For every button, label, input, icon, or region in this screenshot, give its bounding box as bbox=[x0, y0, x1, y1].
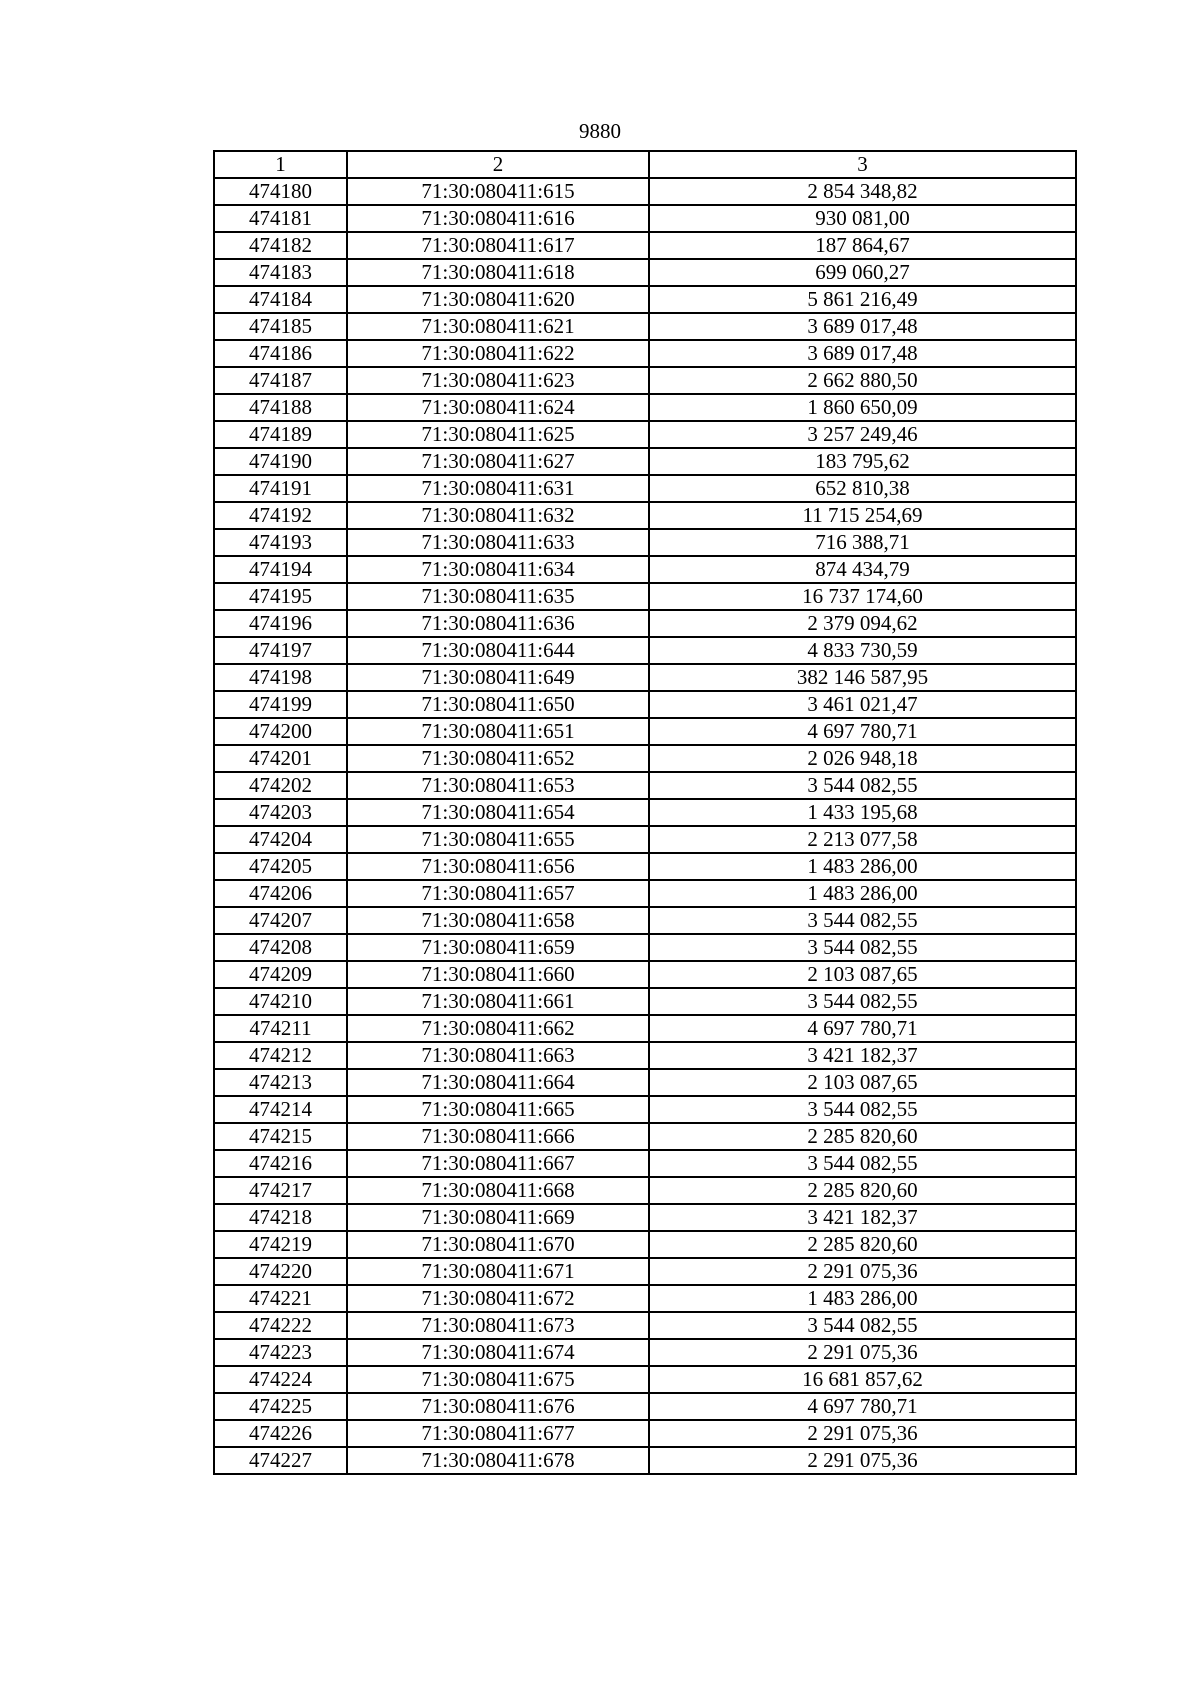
table-row bbox=[214, 1258, 1076, 1285]
value-cell: 2 026 948,18 bbox=[649, 745, 1076, 772]
value-cell: 2 291 075,36 bbox=[649, 1339, 1076, 1366]
table-row bbox=[214, 826, 1076, 853]
header-cell-3: 3 bbox=[649, 151, 1076, 178]
value-cell: 3 257 249,46 bbox=[649, 421, 1076, 448]
cadastral-number-cell: 71:30:080411:617 bbox=[347, 232, 649, 259]
row-number-cell: 474208 bbox=[214, 934, 347, 961]
value-cell: 187 864,67 bbox=[649, 232, 1076, 259]
row-number-cell: 474183 bbox=[214, 259, 347, 286]
table-row bbox=[214, 340, 1076, 367]
cadastral-number-cell: 71:30:080411:615 bbox=[347, 178, 649, 205]
cadastral-number-cell: 71:30:080411:620 bbox=[347, 286, 649, 313]
table-body bbox=[214, 178, 1076, 1474]
cadastral-number-cell: 71:30:080411:624 bbox=[347, 394, 649, 421]
row-number-cell: 474219 bbox=[214, 1231, 347, 1258]
table-row bbox=[214, 1150, 1076, 1177]
value-cell: 2 291 075,36 bbox=[649, 1258, 1076, 1285]
cadastral-number-cell: 71:30:080411:662 bbox=[347, 1015, 649, 1042]
table-row bbox=[214, 1447, 1076, 1474]
cadastral-number-cell: 71:30:080411:672 bbox=[347, 1285, 649, 1312]
row-number-cell: 474213 bbox=[214, 1069, 347, 1096]
table-row bbox=[214, 1339, 1076, 1366]
table-row bbox=[214, 1285, 1076, 1312]
row-number-cell: 474190 bbox=[214, 448, 347, 475]
row-number-cell: 474196 bbox=[214, 610, 347, 637]
cadastral-number-cell: 71:30:080411:673 bbox=[347, 1312, 649, 1339]
value-cell: 699 060,27 bbox=[649, 259, 1076, 286]
cadastral-number-cell: 71:30:080411:676 bbox=[347, 1393, 649, 1420]
value-cell: 3 461 021,47 bbox=[649, 691, 1076, 718]
row-number-cell: 474199 bbox=[214, 691, 347, 718]
table-row bbox=[214, 502, 1076, 529]
row-number-cell: 474197 bbox=[214, 637, 347, 664]
cadastral-number-cell: 71:30:080411:652 bbox=[347, 745, 649, 772]
table-row bbox=[214, 556, 1076, 583]
value-cell: 2 285 820,60 bbox=[649, 1231, 1076, 1258]
cadastral-number-cell: 71:30:080411:663 bbox=[347, 1042, 649, 1069]
row-number-cell: 474185 bbox=[214, 313, 347, 340]
table-row bbox=[214, 1393, 1076, 1420]
row-number-cell: 474194 bbox=[214, 556, 347, 583]
table-row bbox=[214, 880, 1076, 907]
value-cell: 2 379 094,62 bbox=[649, 610, 1076, 637]
cadastral-number-cell: 71:30:080411:622 bbox=[347, 340, 649, 367]
registry-table bbox=[213, 150, 1077, 1475]
value-cell: 3 544 082,55 bbox=[649, 1150, 1076, 1177]
row-number-cell: 474193 bbox=[214, 529, 347, 556]
cadastral-number-cell: 71:30:080411:665 bbox=[347, 1096, 649, 1123]
table-row bbox=[214, 286, 1076, 313]
row-number-cell: 474203 bbox=[214, 799, 347, 826]
row-number-cell: 474218 bbox=[214, 1204, 347, 1231]
row-number-cell: 474215 bbox=[214, 1123, 347, 1150]
cadastral-number-cell: 71:30:080411:655 bbox=[347, 826, 649, 853]
row-number-cell: 474189 bbox=[214, 421, 347, 448]
cadastral-number-cell: 71:30:080411:621 bbox=[347, 313, 649, 340]
value-cell: 3 421 182,37 bbox=[649, 1042, 1076, 1069]
table-row bbox=[214, 961, 1076, 988]
value-cell: 4 697 780,71 bbox=[649, 718, 1076, 745]
value-cell: 2 854 348,82 bbox=[649, 178, 1076, 205]
table-row bbox=[214, 637, 1076, 664]
value-cell: 2 213 077,58 bbox=[649, 826, 1076, 853]
table-row bbox=[214, 610, 1076, 637]
value-cell: 1 483 286,00 bbox=[649, 880, 1076, 907]
page-number: 9880 bbox=[579, 119, 621, 143]
row-number-cell: 474180 bbox=[214, 178, 347, 205]
table-row bbox=[214, 745, 1076, 772]
table-row bbox=[214, 988, 1076, 1015]
value-cell: 183 795,62 bbox=[649, 448, 1076, 475]
table-row bbox=[214, 691, 1076, 718]
row-number-cell: 474222 bbox=[214, 1312, 347, 1339]
cadastral-number-cell: 71:30:080411:644 bbox=[347, 637, 649, 664]
table-row bbox=[214, 421, 1076, 448]
value-cell: 3 689 017,48 bbox=[649, 313, 1076, 340]
cadastral-number-cell: 71:30:080411:635 bbox=[347, 583, 649, 610]
row-number-cell: 474187 bbox=[214, 367, 347, 394]
row-number-cell: 474182 bbox=[214, 232, 347, 259]
row-number-cell: 474195 bbox=[214, 583, 347, 610]
table-row bbox=[214, 367, 1076, 394]
row-number-cell: 474186 bbox=[214, 340, 347, 367]
cadastral-number-cell: 71:30:080411:664 bbox=[347, 1069, 649, 1096]
cadastral-number-cell: 71:30:080411:666 bbox=[347, 1123, 649, 1150]
row-number-cell: 474188 bbox=[214, 394, 347, 421]
cadastral-number-cell: 71:30:080411:674 bbox=[347, 1339, 649, 1366]
row-number-cell: 474206 bbox=[214, 880, 347, 907]
cadastral-number-cell: 71:30:080411:670 bbox=[347, 1231, 649, 1258]
value-cell: 1 860 650,09 bbox=[649, 394, 1076, 421]
cadastral-number-cell: 71:30:080411:675 bbox=[347, 1366, 649, 1393]
cadastral-number-cell: 71:30:080411:678 bbox=[347, 1447, 649, 1474]
cadastral-number-cell: 71:30:080411:660 bbox=[347, 961, 649, 988]
value-cell: 2 285 820,60 bbox=[649, 1177, 1076, 1204]
value-cell: 874 434,79 bbox=[649, 556, 1076, 583]
value-cell: 2 291 075,36 bbox=[649, 1420, 1076, 1447]
value-cell: 1 483 286,00 bbox=[649, 1285, 1076, 1312]
cadastral-number-cell: 71:30:080411:625 bbox=[347, 421, 649, 448]
cadastral-number-cell: 71:30:080411:667 bbox=[347, 1150, 649, 1177]
cadastral-number-cell: 71:30:080411:669 bbox=[347, 1204, 649, 1231]
table-row bbox=[214, 907, 1076, 934]
header-cell-2: 2 bbox=[347, 151, 649, 178]
table-row bbox=[214, 1096, 1076, 1123]
row-number-cell: 474221 bbox=[214, 1285, 347, 1312]
value-cell: 3 544 082,55 bbox=[649, 1312, 1076, 1339]
row-number-cell: 474184 bbox=[214, 286, 347, 313]
row-number-cell: 474217 bbox=[214, 1177, 347, 1204]
value-cell: 16 737 174,60 bbox=[649, 583, 1076, 610]
table-row bbox=[214, 475, 1076, 502]
table-row bbox=[214, 1015, 1076, 1042]
table-row bbox=[214, 1069, 1076, 1096]
value-cell: 382 146 587,95 bbox=[649, 664, 1076, 691]
value-cell: 5 861 216,49 bbox=[649, 286, 1076, 313]
cadastral-number-cell: 71:30:080411:658 bbox=[347, 907, 649, 934]
table-row bbox=[214, 394, 1076, 421]
value-cell: 4 697 780,71 bbox=[649, 1393, 1076, 1420]
row-number-cell: 474220 bbox=[214, 1258, 347, 1285]
row-number-cell: 474205 bbox=[214, 853, 347, 880]
cadastral-number-cell: 71:30:080411:616 bbox=[347, 205, 649, 232]
table-row bbox=[214, 313, 1076, 340]
value-cell: 3 544 082,55 bbox=[649, 988, 1076, 1015]
table-row bbox=[214, 1042, 1076, 1069]
row-number-cell: 474204 bbox=[214, 826, 347, 853]
table-row bbox=[214, 583, 1076, 610]
cadastral-number-cell: 71:30:080411:650 bbox=[347, 691, 649, 718]
table-row bbox=[214, 934, 1076, 961]
cadastral-number-cell: 71:30:080411:627 bbox=[347, 448, 649, 475]
table-row bbox=[214, 529, 1076, 556]
cadastral-number-cell: 71:30:080411:634 bbox=[347, 556, 649, 583]
row-number-cell: 474226 bbox=[214, 1420, 347, 1447]
table-row bbox=[214, 664, 1076, 691]
row-number-cell: 474223 bbox=[214, 1339, 347, 1366]
value-cell: 11 715 254,69 bbox=[649, 502, 1076, 529]
value-cell: 16 681 857,62 bbox=[649, 1366, 1076, 1393]
row-number-cell: 474214 bbox=[214, 1096, 347, 1123]
cadastral-number-cell: 71:30:080411:657 bbox=[347, 880, 649, 907]
table-row bbox=[214, 448, 1076, 475]
value-cell: 1 433 195,68 bbox=[649, 799, 1076, 826]
value-cell: 4 833 730,59 bbox=[649, 637, 1076, 664]
cadastral-number-cell: 71:30:080411:623 bbox=[347, 367, 649, 394]
row-number-cell: 474201 bbox=[214, 745, 347, 772]
table-row bbox=[214, 259, 1076, 286]
table-row bbox=[214, 1231, 1076, 1258]
cadastral-number-cell: 71:30:080411:677 bbox=[347, 1420, 649, 1447]
cadastral-number-cell: 71:30:080411:659 bbox=[347, 934, 649, 961]
table-row bbox=[214, 1366, 1076, 1393]
cadastral-number-cell: 71:30:080411:653 bbox=[347, 772, 649, 799]
cadastral-number-cell: 71:30:080411:656 bbox=[347, 853, 649, 880]
row-number-cell: 474200 bbox=[214, 718, 347, 745]
table-row bbox=[214, 718, 1076, 745]
table-row bbox=[214, 232, 1076, 259]
value-cell: 3 544 082,55 bbox=[649, 934, 1076, 961]
cadastral-number-cell: 71:30:080411:654 bbox=[347, 799, 649, 826]
cadastral-number-cell: 71:30:080411:633 bbox=[347, 529, 649, 556]
table-row bbox=[214, 799, 1076, 826]
cadastral-number-cell: 71:30:080411:661 bbox=[347, 988, 649, 1015]
row-number-cell: 474212 bbox=[214, 1042, 347, 1069]
value-cell: 4 697 780,71 bbox=[649, 1015, 1076, 1042]
value-cell: 3 544 082,55 bbox=[649, 907, 1076, 934]
value-cell: 2 285 820,60 bbox=[649, 1123, 1076, 1150]
cadastral-number-cell: 71:30:080411:671 bbox=[347, 1258, 649, 1285]
value-cell: 652 810,38 bbox=[649, 475, 1076, 502]
header-cell-1: 1 bbox=[214, 151, 347, 178]
value-cell: 1 483 286,00 bbox=[649, 853, 1076, 880]
value-cell: 3 421 182,37 bbox=[649, 1204, 1076, 1231]
row-number-cell: 474225 bbox=[214, 1393, 347, 1420]
table-row bbox=[214, 178, 1076, 205]
value-cell: 2 103 087,65 bbox=[649, 1069, 1076, 1096]
cadastral-number-cell: 71:30:080411:631 bbox=[347, 475, 649, 502]
row-number-cell: 474181 bbox=[214, 205, 347, 232]
value-cell: 2 291 075,36 bbox=[649, 1447, 1076, 1474]
row-number-cell: 474224 bbox=[214, 1366, 347, 1393]
row-number-cell: 474227 bbox=[214, 1447, 347, 1474]
row-number-cell: 474191 bbox=[214, 475, 347, 502]
cadastral-number-cell: 71:30:080411:618 bbox=[347, 259, 649, 286]
row-number-cell: 474192 bbox=[214, 502, 347, 529]
value-cell: 3 689 017,48 bbox=[649, 340, 1076, 367]
cadastral-number-cell: 71:30:080411:668 bbox=[347, 1177, 649, 1204]
row-number-cell: 474209 bbox=[214, 961, 347, 988]
value-cell: 930 081,00 bbox=[649, 205, 1076, 232]
table-row bbox=[214, 853, 1076, 880]
table-row bbox=[214, 772, 1076, 799]
table-row bbox=[214, 1420, 1076, 1447]
value-cell: 3 544 082,55 bbox=[649, 1096, 1076, 1123]
header-row bbox=[214, 151, 1076, 178]
cadastral-number-cell: 71:30:080411:636 bbox=[347, 610, 649, 637]
value-cell: 3 544 082,55 bbox=[649, 772, 1076, 799]
row-number-cell: 474202 bbox=[214, 772, 347, 799]
row-number-cell: 474211 bbox=[214, 1015, 347, 1042]
table-row bbox=[214, 1312, 1076, 1339]
cadastral-number-cell: 71:30:080411:649 bbox=[347, 664, 649, 691]
cadastral-number-cell: 71:30:080411:632 bbox=[347, 502, 649, 529]
table-header bbox=[214, 151, 1076, 178]
row-number-cell: 474207 bbox=[214, 907, 347, 934]
row-number-cell: 474210 bbox=[214, 988, 347, 1015]
table-row bbox=[214, 1123, 1076, 1150]
cadastral-number-cell: 71:30:080411:651 bbox=[347, 718, 649, 745]
value-cell: 716 388,71 bbox=[649, 529, 1076, 556]
row-number-cell: 474216 bbox=[214, 1150, 347, 1177]
table-row bbox=[214, 1204, 1076, 1231]
value-cell: 2 662 880,50 bbox=[649, 367, 1076, 394]
value-cell: 2 103 087,65 bbox=[649, 961, 1076, 988]
table-row bbox=[214, 1177, 1076, 1204]
table-row bbox=[214, 205, 1076, 232]
row-number-cell: 474198 bbox=[214, 664, 347, 691]
